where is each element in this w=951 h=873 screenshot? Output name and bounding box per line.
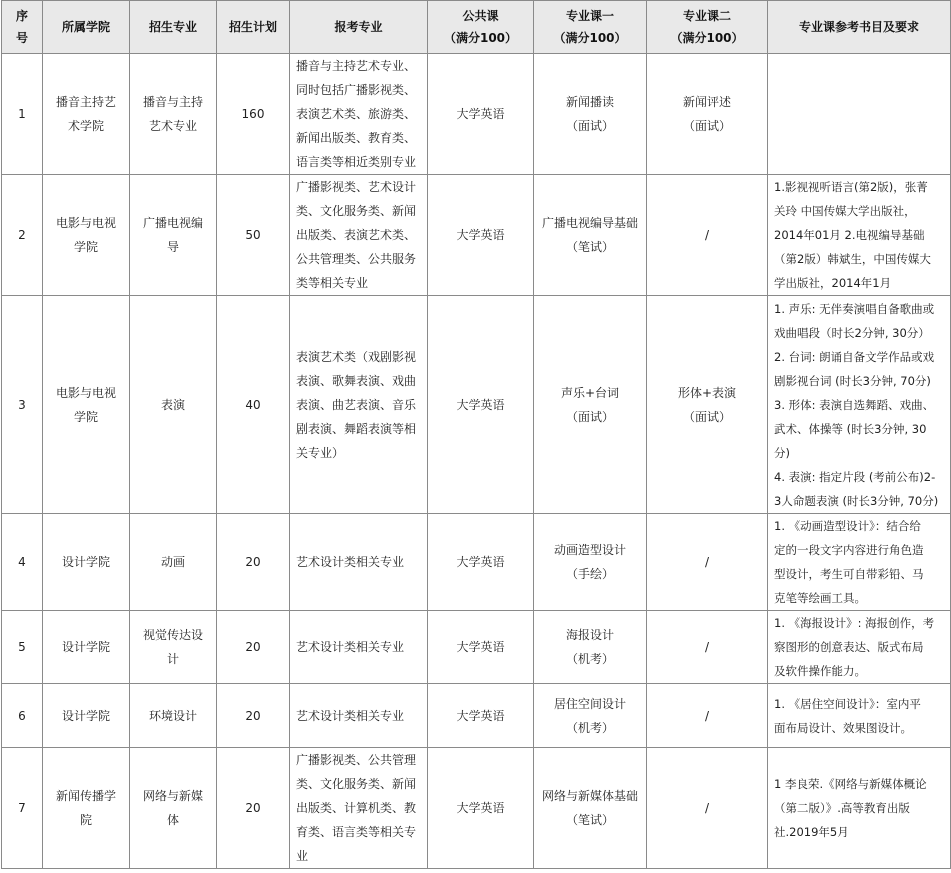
cell-college-line: 术学院 — [67, 119, 104, 133]
cell-college — [43, 748, 130, 869]
cell-refs — [768, 54, 951, 175]
cell-refs-line: 型设计，考生可自带彩铅、马 — [774, 567, 924, 581]
cell-eligible — [290, 296, 428, 514]
cell-major-line: 动画 — [160, 555, 185, 569]
cell-pro1-line: （机考） — [565, 652, 614, 666]
cell-eligible-line: 类、文化服务类、新闻 — [296, 204, 417, 218]
cell-eligible-line: 广播影视类、艺术设计 — [296, 180, 417, 194]
cell-plan-text: 20 — [245, 640, 261, 654]
cell-pro2 — [647, 514, 768, 611]
cell-eligible — [290, 611, 428, 684]
cell-major — [130, 296, 217, 514]
cell-pro1 — [534, 611, 647, 684]
cell-college — [43, 54, 130, 175]
cell-eligible — [290, 748, 428, 869]
cell-public — [428, 514, 534, 611]
cell-refs-line: 克笔等绘画工具。 — [774, 591, 866, 605]
table-row — [2, 514, 951, 611]
cell-index-text: 5 — [18, 640, 26, 654]
cell-college-line: 新闻传播学 — [55, 789, 116, 803]
cell-pro1 — [534, 296, 647, 514]
cell-public-text: 大学英语 — [456, 555, 505, 569]
cell-pro1-line: 海报设计 — [565, 628, 614, 642]
cell-refs-line: 分) — [774, 445, 790, 460]
cell-refs-line: （第2版）韩斌生，中国传媒大 — [774, 252, 931, 266]
cell-index-text: 7 — [18, 801, 26, 815]
cell-index-text: 1 — [18, 107, 26, 121]
cell-pro1 — [534, 54, 647, 175]
cell-refs-line: 4. 表演: 指定片段 (考前公布)2- — [774, 469, 936, 484]
cell-college — [43, 514, 130, 611]
cell-public — [428, 611, 534, 684]
cell-refs-line: 社.2019年5月 — [774, 825, 849, 839]
cell-pro2-line: / — [704, 555, 710, 569]
cell-refs — [768, 684, 951, 748]
admissions-table — [1, 0, 951, 869]
cell-eligible — [290, 514, 428, 611]
cell-refs-line: 2. 台词: 朗诵自备文学作品或戏 — [774, 349, 935, 364]
table-row — [2, 296, 951, 514]
cell-eligible-line: 类、文化服务类、新闻 — [296, 777, 417, 791]
cell-college-line: 电影与电视 — [55, 216, 116, 230]
cell-eligible-line: 公共管理类、公共服务 — [296, 252, 417, 266]
cell-college-line: 学院 — [73, 240, 98, 254]
cell-refs — [768, 175, 951, 296]
cell-refs-line: 戏曲唱段（时长2分钟, 30分） — [774, 325, 930, 340]
cell-college — [43, 684, 130, 748]
cell-pro1-line: （笔试） — [565, 813, 614, 827]
cell-public — [428, 296, 534, 514]
cell-pro1-line: 新闻播读 — [565, 95, 614, 109]
cell-pro2 — [647, 684, 768, 748]
cell-public-text: 大学英语 — [456, 397, 505, 412]
cell-pro2 — [647, 748, 768, 869]
cell-public — [428, 175, 534, 296]
cell-plan — [217, 748, 290, 869]
cell-refs — [768, 748, 951, 869]
cell-public-text: 大学英语 — [456, 640, 505, 654]
cell-major-line: 网络与新媒 — [142, 789, 203, 803]
cell-pro2 — [647, 611, 768, 684]
cell-refs-line: 面布局设计、效果图设计。 — [774, 720, 912, 735]
cell-pro2-line: / — [704, 640, 710, 654]
cell-major-line: 体 — [166, 813, 179, 827]
cell-refs-line: 1.影视视听语言(第2版)，张菁 — [774, 180, 928, 194]
cell-public — [428, 684, 534, 748]
cell-major-line: 播音与主持 — [142, 95, 203, 109]
cell-public — [428, 748, 534, 869]
cell-eligible-line: 播音与主持艺术专业、 — [296, 59, 417, 73]
cell-refs — [768, 296, 951, 514]
cell-index — [2, 296, 43, 514]
cell-public — [428, 54, 534, 175]
cell-plan — [217, 611, 290, 684]
cell-pro1-line: 广播电视编导基础 — [541, 216, 638, 230]
header-index: 序 号 — [2, 1, 43, 54]
cell-plan-text: 50 — [245, 228, 261, 242]
cell-pro1-line: （机考） — [565, 720, 614, 735]
cell-eligible-line: 出版类、计算机类、教 — [296, 801, 417, 815]
cell-pro1 — [534, 175, 647, 296]
cell-refs-line: 及软件操作能力。 — [774, 664, 866, 678]
cell-major — [130, 514, 217, 611]
cell-index — [2, 748, 43, 869]
cell-eligible-line: 表演艺术类、旅游类、 — [296, 107, 417, 121]
cell-pro2 — [647, 54, 768, 175]
cell-eligible-line: 出版类、表演艺术类、 — [296, 228, 417, 242]
cell-college — [43, 611, 130, 684]
cell-refs-line: 2014年01月 2.电视编导基础 — [774, 228, 925, 242]
cell-plan — [217, 514, 290, 611]
cell-eligible-line: 表演、歌舞表演、戏曲 — [296, 373, 417, 388]
cell-pro1-line: （面试） — [565, 409, 614, 424]
cell-index — [2, 684, 43, 748]
cell-eligible-line: 关专业） — [296, 445, 345, 460]
table-row — [2, 611, 951, 684]
cell-refs-line: 1. 声乐: 无伴奏演唱自备歌曲或 — [774, 301, 935, 316]
cell-major — [130, 748, 217, 869]
header-public: 公共课 （满分100） — [428, 1, 534, 54]
header-plan: 招生计划 — [217, 1, 290, 54]
cell-plan — [217, 296, 290, 514]
cell-eligible — [290, 684, 428, 748]
cell-pro2-line: / — [704, 801, 710, 815]
cell-plan-text: 20 — [245, 708, 261, 723]
cell-pro2-line: / — [704, 708, 710, 723]
cell-pro2 — [647, 175, 768, 296]
cell-eligible-line: 同时包括广播影视类、 — [296, 83, 417, 97]
cell-index — [2, 54, 43, 175]
header-college: 所属学院 — [43, 1, 130, 54]
cell-college-line: 设计学院 — [61, 640, 110, 654]
cell-plan-text: 160 — [241, 107, 265, 121]
table-row — [2, 54, 951, 175]
cell-refs — [768, 611, 951, 684]
cell-major — [130, 611, 217, 684]
header-eligible: 报考专业 — [290, 1, 428, 54]
table-row — [2, 175, 951, 296]
cell-index-text: 2 — [18, 228, 26, 242]
cell-refs-line: 3. 形体: 表演自选舞蹈、戏曲、 — [774, 397, 935, 412]
cell-pro1-line: 声乐+台词 — [560, 385, 620, 400]
cell-refs-line: （第二版）》.高等教育出版 — [774, 801, 910, 815]
cell-plan-text: 20 — [245, 801, 261, 815]
cell-major-line: 环境设计 — [148, 708, 197, 723]
cell-refs-line: 察图形的创意表达、版式布局 — [774, 640, 924, 654]
cell-eligible-line: 艺术设计类相关专业 — [296, 555, 405, 569]
cell-public-text: 大学英语 — [456, 228, 505, 242]
table-row — [2, 748, 951, 869]
cell-plan-text: 20 — [245, 555, 261, 569]
cell-index — [2, 611, 43, 684]
cell-refs — [768, 514, 951, 611]
cell-refs-line: 定的一段文字内容进行角色造 — [774, 543, 924, 557]
cell-plan — [217, 684, 290, 748]
cell-public-text: 大学英语 — [456, 708, 505, 723]
cell-plan — [217, 54, 290, 175]
cell-college — [43, 296, 130, 514]
cell-index — [2, 514, 43, 611]
cell-major-line: 视觉传达设 — [142, 628, 203, 642]
cell-public-text: 大学英语 — [456, 801, 505, 815]
cell-college-line: 设计学院 — [61, 708, 110, 723]
cell-major-line: 计 — [166, 652, 179, 666]
cell-refs-line: 1. 《居住空间设计》：室内平 — [774, 696, 921, 711]
cell-refs-line: 剧影视台词 (时长3分钟, 70分) — [774, 373, 931, 388]
cell-pro2-line: （面试） — [682, 409, 731, 424]
cell-pro1-line: （手绘） — [565, 567, 614, 581]
cell-eligible-line: 语言类等相近类别专业 — [296, 155, 417, 169]
cell-refs-line: 1. 《动画造型设计》：结合给 — [774, 519, 921, 533]
header-refs: 专业课参考书目及要求 — [768, 1, 951, 54]
cell-eligible-line: 艺术设计类相关专业 — [296, 640, 405, 654]
cell-major-line: 艺术专业 — [148, 119, 197, 133]
cell-eligible — [290, 175, 428, 296]
cell-eligible-line: 艺术设计类相关专业 — [296, 708, 405, 723]
cell-college-line: 院 — [79, 813, 92, 827]
header-major: 招生专业 — [130, 1, 217, 54]
cell-refs-line: 1 李良荣.《网络与新媒体概论 — [774, 777, 927, 791]
cell-pro2 — [647, 296, 768, 514]
header-row — [2, 1, 951, 54]
cell-eligible-line: 剧表演、舞蹈表演等相 — [296, 421, 417, 436]
cell-eligible-line: 育类、语言类等相关专 — [296, 825, 417, 839]
cell-eligible-line: 表演、曲艺表演、音乐 — [296, 397, 417, 412]
cell-index-text: 3 — [18, 397, 26, 412]
cell-pro1-line: 动画造型设计 — [553, 543, 626, 557]
cell-college-line: 电影与电视 — [55, 385, 116, 400]
cell-major-line: 广播电视编 — [142, 216, 203, 230]
cell-plan — [217, 175, 290, 296]
cell-index-text: 4 — [18, 555, 26, 569]
cell-pro1-line: 网络与新媒体基础 — [541, 789, 638, 803]
cell-college-line: 播音主持艺 — [55, 95, 116, 109]
cell-college-line: 学院 — [73, 409, 98, 424]
cell-plan-text: 40 — [245, 397, 261, 412]
cell-index-text: 6 — [18, 708, 26, 723]
cell-major — [130, 684, 217, 748]
cell-eligible-line: 类等相关专业 — [296, 276, 369, 290]
cell-refs-line: 武术、体操等 (时长3分钟, 30 — [774, 421, 927, 436]
cell-pro2-line: （面试） — [682, 119, 731, 133]
cell-public-text: 大学英语 — [456, 107, 505, 121]
header-pro1: 专业课一 （满分100） — [534, 1, 647, 54]
cell-major-line: 表演 — [160, 397, 185, 412]
cell-pro2-line: 形体+表演 — [677, 385, 737, 400]
cell-eligible-line: 广播影视类、公共管理 — [296, 753, 417, 767]
cell-refs-line: 1. 《海报设计》: 海报创作，考 — [774, 616, 935, 630]
cell-college-line: 设计学院 — [61, 555, 110, 569]
cell-major — [130, 54, 217, 175]
cell-refs-line: 学出版社，2014年1月 — [774, 276, 892, 290]
cell-eligible — [290, 54, 428, 175]
cell-pro1 — [534, 748, 647, 869]
header-pro2: 专业课二 （满分100） — [647, 1, 768, 54]
cell-pro2-line: / — [704, 228, 710, 242]
cell-eligible-line: 新闻出版类、教育类、 — [296, 131, 417, 145]
cell-pro1-line: （面试） — [565, 119, 614, 133]
table-row — [2, 684, 951, 748]
cell-pro2-line: 新闻评述 — [682, 95, 731, 109]
cell-major-line: 导 — [166, 240, 179, 254]
cell-pro1-line: （笔试） — [565, 240, 614, 254]
cell-eligible-line: 表演艺术类（戏剧影视 — [296, 349, 417, 364]
cell-pro1-line: 居住空间设计 — [553, 696, 626, 711]
cell-pro1 — [534, 684, 647, 748]
cell-refs-line: 3人命题表演 (时长3分钟, 70分) — [774, 493, 939, 508]
cell-index — [2, 175, 43, 296]
cell-eligible-line: 业 — [296, 849, 309, 863]
cell-refs-line: 关玲 中国传媒大学出版社， — [774, 204, 916, 218]
cell-major — [130, 175, 217, 296]
cell-pro1 — [534, 514, 647, 611]
cell-college — [43, 175, 130, 296]
